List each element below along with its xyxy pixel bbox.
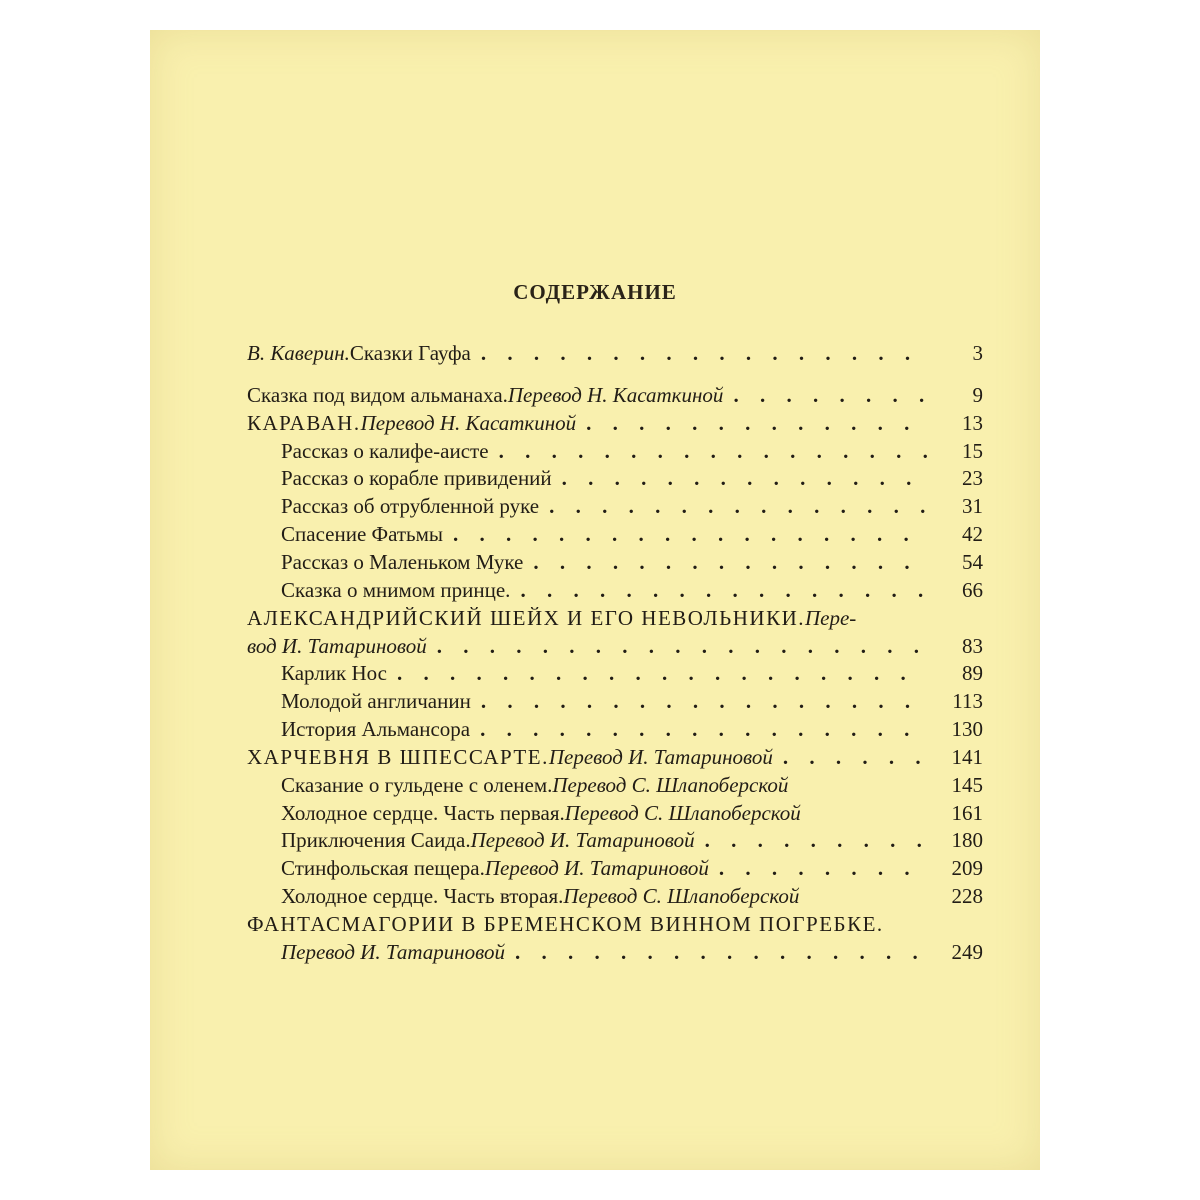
leader-dots (576, 409, 927, 437)
toc-translator: Перевод Н. Касаткиной (360, 411, 577, 435)
toc-entry-text: Рассказ об отрубленной руке (281, 494, 540, 518)
toc-page-number: 209 (951, 856, 983, 880)
toc-entry-text: ХАРЧЕВНЯ В ШПЕССАРТЕ. (247, 745, 549, 769)
leader-dots (387, 659, 927, 687)
toc-page-number: 180 (951, 828, 983, 852)
toc-entry (0, 882, 1200, 910)
toc-page-number: 89 (962, 661, 983, 685)
leader-dots (470, 715, 927, 743)
toc-entry (0, 492, 1200, 520)
toc-entry (0, 715, 1200, 743)
toc-page-number: 3 (972, 341, 983, 365)
toc-page-number: 9 (972, 383, 983, 407)
toc-translator: Перевод И. Татариновой (470, 828, 695, 852)
toc-entry (0, 548, 1200, 576)
toc-entry (0, 409, 1200, 437)
toc-entry-text: Приключения Саида. (281, 828, 471, 852)
leader-dots (773, 743, 927, 771)
toc-page-number: 145 (951, 773, 983, 797)
toc-page-number: 15 (962, 439, 983, 463)
toc-page-number: 249 (951, 940, 983, 964)
toc-entry-text: Молодой англичанин (281, 689, 471, 713)
toc-entry (0, 938, 1200, 966)
toc-entry (0, 604, 1200, 632)
toc-entry (0, 743, 1200, 771)
toc-page-number: 23 (962, 466, 983, 490)
leader-dots (552, 464, 927, 492)
toc-page-number: 161 (951, 801, 983, 825)
leader-dots (471, 687, 927, 715)
toc-page-number: 228 (951, 884, 983, 908)
leader-dots (505, 938, 927, 966)
toc-page-number: 66 (962, 578, 983, 602)
toc-entry (0, 659, 1200, 687)
toc-entry-text: Сказка о мнимом принце. (281, 578, 511, 602)
toc-entry (0, 381, 1200, 409)
toc-entry (0, 464, 1200, 492)
toc-author: В. Каверин. (247, 341, 350, 365)
leader-dots (489, 437, 927, 465)
toc-entry-text: Сказки Гауфа (349, 341, 471, 365)
toc-entry (0, 854, 1200, 882)
leader-dots (427, 632, 927, 660)
toc-translator: Пере- (805, 606, 857, 630)
toc-entry-text: Рассказ о калифе-аисте (281, 439, 489, 463)
toc-entry-text: Карлик Нос (281, 661, 387, 685)
toc-entry-text: Сказка под видом альманаха. (247, 383, 508, 407)
toc-translator: Перевод С. Шлапоберской (563, 884, 800, 908)
leader-dots (443, 520, 927, 548)
toc-entry (0, 826, 1200, 854)
toc-entry-text: История Альмансора (281, 717, 471, 741)
toc-entry-text: Сказание о гульдене с оленем. (281, 773, 553, 797)
toc-page-number: 141 (951, 745, 983, 769)
toc-entry (0, 632, 1200, 660)
toc-entry (0, 520, 1200, 548)
leader-dots (471, 339, 927, 367)
toc-entry (0, 687, 1200, 715)
toc-page-number: 54 (962, 550, 983, 574)
toc-entry-text: Холодное сердце. Часть первая. (281, 801, 565, 825)
toc-entry-text: ФАНТАСМАГОРИИ В БРЕМЕНСКОМ ВИННОМ ПОГРЕБКЕ. (247, 912, 884, 936)
toc-entry (0, 576, 1200, 604)
page-title: СОДЕРЖАНИЕ (513, 280, 677, 304)
toc-translator: Перевод И. Татариновой (548, 745, 773, 769)
leader-dots (695, 826, 927, 854)
toc-translator: Перевод И. Татариновой (484, 856, 709, 880)
toc-page-number: 130 (951, 717, 983, 741)
toc-entry (0, 771, 1200, 799)
toc-page-number: 31 (962, 494, 983, 518)
toc-entry-text: Рассказ о Маленьком Муке (281, 550, 524, 574)
leader-dots (523, 548, 927, 576)
toc-translator: Перевод С. Шлапоберской (552, 773, 789, 797)
toc-translator: вод И. Татариновой (247, 634, 427, 658)
toc-entry-text: Холодное сердце. Часть вторая. (281, 884, 564, 908)
toc-entry (0, 339, 1200, 367)
toc-page-number: 42 (962, 522, 983, 546)
leader-dots (510, 576, 927, 604)
toc-translator: Перевод И. Татариновой (281, 940, 506, 964)
toc-entry-text: Стинфольская пещера. (281, 856, 485, 880)
toc-entry-text: КАРАВАН. (247, 411, 361, 435)
toc-page-number: 13 (962, 411, 983, 435)
toc-page-number: 113 (952, 689, 983, 713)
toc-translator: Перевод С. Шлапоберской (564, 801, 801, 825)
toc-entry-text: АЛЕКСАНДРИЙСКИЙ ШЕЙХ И ЕГО НЕВОЛЬНИКИ. (247, 606, 805, 630)
toc-entry-text: Спасение Фатьмы (281, 522, 444, 546)
toc-translator: Перевод Н. Касаткиной (507, 383, 724, 407)
toc-entry (0, 799, 1200, 827)
toc-entry (0, 437, 1200, 465)
toc-entry-text: Рассказ о корабле привидений (281, 466, 552, 490)
leader-dots (709, 854, 927, 882)
leader-dots (539, 492, 927, 520)
toc-entry (0, 910, 1200, 938)
leader-dots (723, 381, 927, 409)
toc-page-number: 83 (962, 634, 983, 658)
